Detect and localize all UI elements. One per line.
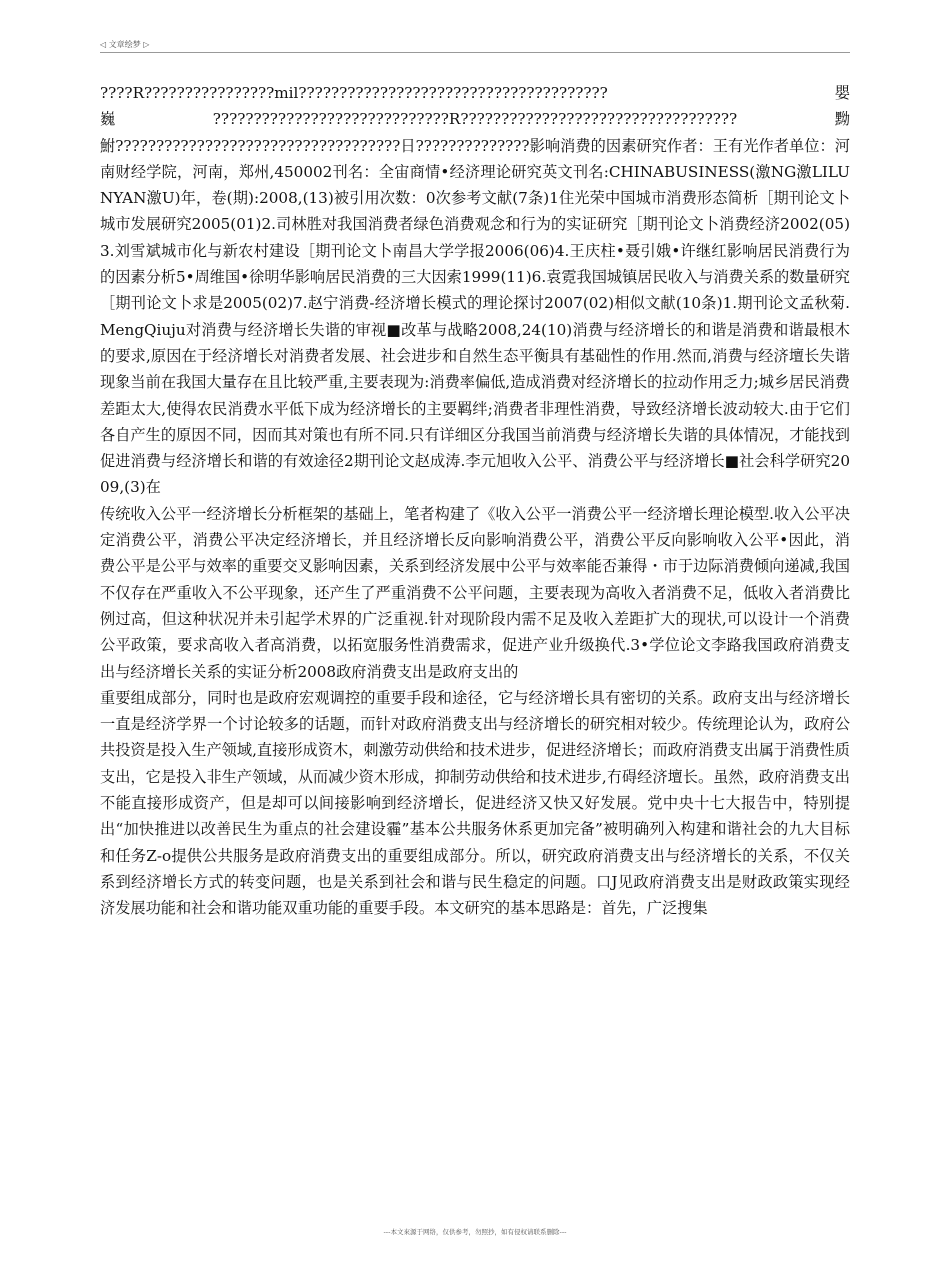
document-body (100, 80, 850, 922)
paragraph-1: ????R????????????????mil??????????????????????????????????????嬰巍?????????????????????????????R??????????????????????????????????黝鮒???????????????????????????????????日??????????????影响消费的因素研究作者：王有光作者单位：河南财经学院，河南，郑州,450002刊名：全宙商情•经济理论研究英文刊名:CHINABUSINESS(激NG激LILUNYAN激U)年，卷(期):2008,(13)被引用次数：0次参考文献(7条)1住光荣中国城市消费形态简析［期刊论文卜城市发展研究2005(01)2.司林胜对我国消费者绿色消费观念和行为的实证研究［期刊论文卜消费经济2002(05)3.刘雪斌城市化与新农村建设［期刊论文卜南昌大学学报2006(06)4.王庆柱•聂引娥•许继红影响居民消费行为的因素分析5•周维国•徐明华影响居民消费的三大因索1999(11)6.袁霓我国城镇居民收入与消费关系的数量研究［期刊论文卜求是2005(02)7.赵宁消费-经济增长模式的理论探讨2007(02)相似文献(10条)1.期刊论文孟秋菊.MengQiuju对消费与经济增长失谐的审视■改革与战略2008,24(10)消费与经济增长的和谐是消费和谐最根木的要求,原因在于经济增长对消费者发展、社会进步和自然生态平衡具有基础性的作用.然而,消费与经济壇长失谐现象当前在我国大量存在且比较严重,主要表现为:消费率偏低,造成消费对经济增长的拉动作用乏力;城乡居民消费差距太大,使得农民消费水平低下成为经济增长的主要羁绊;消费者非理性消费，导致经济增长波动较大.由于它们各自产生的原因不同，因而其对策也有所不同.只有详细区分我国当前消费与经济增长失谐的具体情况，才能找到促进消费与经济增长和谐的有效途径2期刊论文赵成涛.李元旭收入公平、消费公平与经济增长■社会科学研究2009,(3)在 (100, 84, 850, 497)
header-text: ◁ 文章绘梦 ▷ (100, 40, 150, 49)
page-header (100, 38, 850, 53)
page-footer: ---本文來源于网络，仅供参考，勿照抄，如有侵权请联系删除--- (383, 1228, 567, 1236)
paragraph-3: 重要组成部分，同时也是政府宏观调控的重要手段和途径，它与经济增长具有密切的关系。政府支出与经济增长一直是经济学界一个讨论较多的话题，而针对政府消费支出与经济增长的研究相对较少。传统理论认为，政府公共投资是投入生产领域,直接形成资木，刺激劳动供给和技术进步，促进经济增长；而政府消费支出属于消费性质支出，它是投入非生产领域，从而减少资木形成，抑制劳动供给和技术进步,冇碍经济壇长。虽然，政府消费支出不能直接形成资产，但是却可以间接影响到经济增长，促进经济又快又好发展。党中央十七大报告中，特别提出“加快推进以改善民生为重点的社会建设霾”基本公共服务休系更加完备”被明确列入构建和谐社会的九大目标和任务Z-o提供公共服务是政府消费支出的重要组成部分。所以，研究政府消费支出与经济增长的关系，不仅关系到经济增长方式的转变问题，也是关系到社会和谐与民生稳定的问题。口J见政府消费支出是财政政策实现经济发展功能和社会和谐功能双重功能的重要手段。本文研究的基本思路是：首先，广泛搜集 (100, 688, 850, 918)
paragraph-2: 传统收入公平一经济增长分析框架的基础上，笔者构建了《收入公平一消费公平一经济增长理论模型.收入公平决定消费公平，消费公平决定经济增长，并且经济增长反向影响消费公平，消费公平反向影响收入公平•因此，消费公平是公平与效率的重要交叉影响因素，关系到经济发展中公平与效率能否兼得・市于边际消费倾向递减,我国不仅存在严重收入不公平现象，还产生了严重消费不公平问题，主要表现为高收入者消费不足，低收入者消费比例过高，但这种状况并未引起学术界的广泛重视.针对现阶段内需不足及收入差距扩大的现状,可以设计一个消费公平政策，要求高收入者高消费，以拓宽服务性消费需求，促进产业升级换代.3•学位论文李路我国政府消费支出与经济增长关系的实证分析2008政府消费支出是政府支出的 (100, 504, 850, 681)
